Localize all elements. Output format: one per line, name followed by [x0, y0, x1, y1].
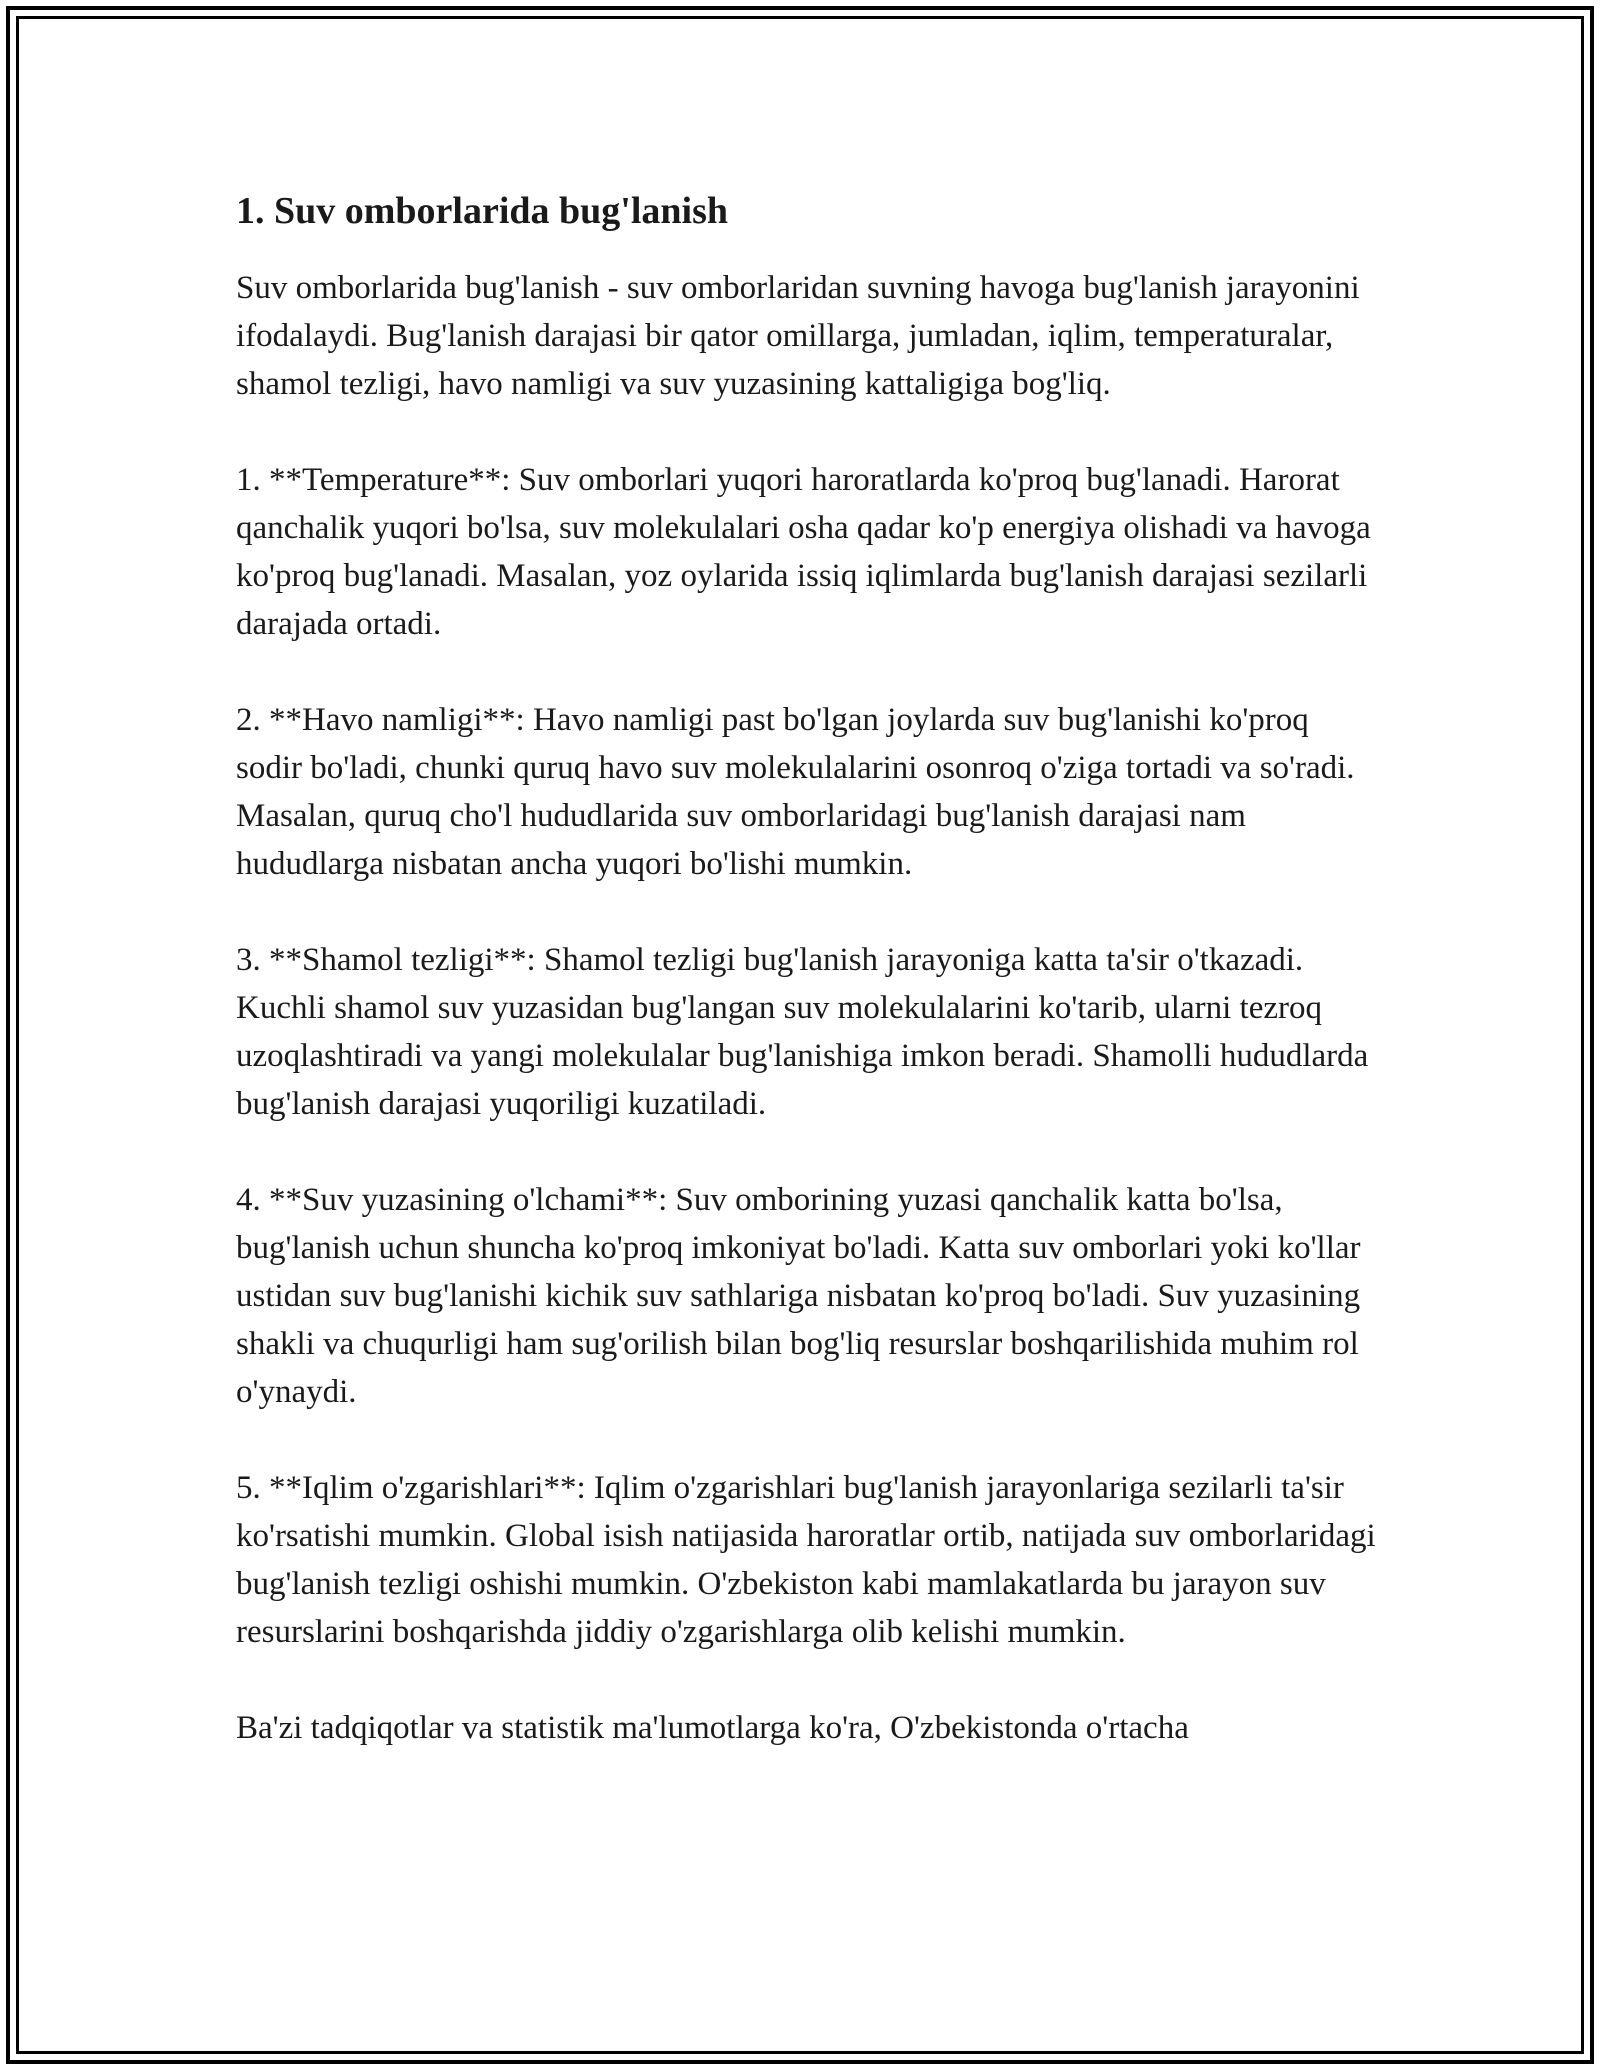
paragraph-shamol-tezligi: 3. **Shamol tezligi**: Shamol tezligi bug'lanish jarayoniga katta ta'sir o'tkazadi. Kuchli shamol suv yuzasidan bug'langan suv molekulalarini ko'tarib, ularni tezroq uzoqlashtiradi va yangi molekulalar bug'lanishiga imkon beradi. Shamolli hududlarda bug'lanish darajasi yuqoriligi kuzatiladi.	[236, 941, 1369, 1122]
document-title: 1. Suv omborlarida bug'lanish	[236, 190, 729, 232]
document-body	[236, 188, 1376, 1800]
closing-paragraph: Ba'zi tadqiqotlar va statistik ma'lumotlarga ko'ra, O'zbekistonda o'rtacha	[236, 1709, 1189, 1746]
intro-paragraph: Suv omborlarida bug'lanish - suv omborlaridan suvning havoga bug'lanish jarayonini ifodalaydi. Bug'lanish darajasi bir qator omillarga, jumladan, iqlim, temperaturalar, shamol tezligi, havo namligi va suv yuzasining kattaligiga bog'liq.	[236, 269, 1360, 402]
paragraph-iqlim: 5. **Iqlim o'zgarishlari**: Iqlim o'zgarishlari bug'lanish jarayonlariga sezilarli ta'sir ko'rsatishi mumkin. Global isish natijasida haroratlar ortib, natijada suv omborlaridagi bug'lanish tezligi oshishi mumkin. O'zbekiston kabi mamlakatlarda bu jarayon suv resurslarini boshqarishda jiddiy o'zgarishlarga olib kelishi mumkin.	[236, 1469, 1376, 1650]
paragraph-havo-namligi: 2. **Havo namligi**: Havo namligi past bo'lgan joylarda suv bug'lanishi ko'proq sodir bo'ladi, chunki quruq havo suv molekulalarini osonroq o'ziga tortadi va so'radi. Masalan, quruq cho'l hududlarida suv omborlaridagi bug'lanish darajasi nam hududlarga nisbatan ancha yuqori bo'lishi mumkin.	[236, 701, 1355, 882]
paragraph-suv-yuzasi: 4. **Suv yuzasining o'lchami**: Suv omborining yuzasi qanchalik katta bo'lsa, bug'lanish uchun shuncha ko'proq imkoniyat bo'ladi. Katta suv omborlari yoki ko'llar ustidan suv bug'lanishi kichik suv sathlariga nisbatan ko'proq bo'ladi. Suv yuzasining shakli va chuqurligi ham sug'orilish bilan bog'liq resurslar boshqarilishida muhim rol o'ynaydi.	[236, 1181, 1361, 1410]
paragraph-temperature: 1. **Temperature**: Suv omborlari yuqori haroratlarda ko'proq bug'lanadi. Harorat qanchalik yuqori bo'lsa, suv molekulalari osha qadar ko'p energiya olishadi va havoga ko'proq bug'lanadi. Masalan, yoz oylarida issiq iqlimlarda bug'lanish darajasi sezilarli darajada ortadi.	[236, 461, 1371, 642]
